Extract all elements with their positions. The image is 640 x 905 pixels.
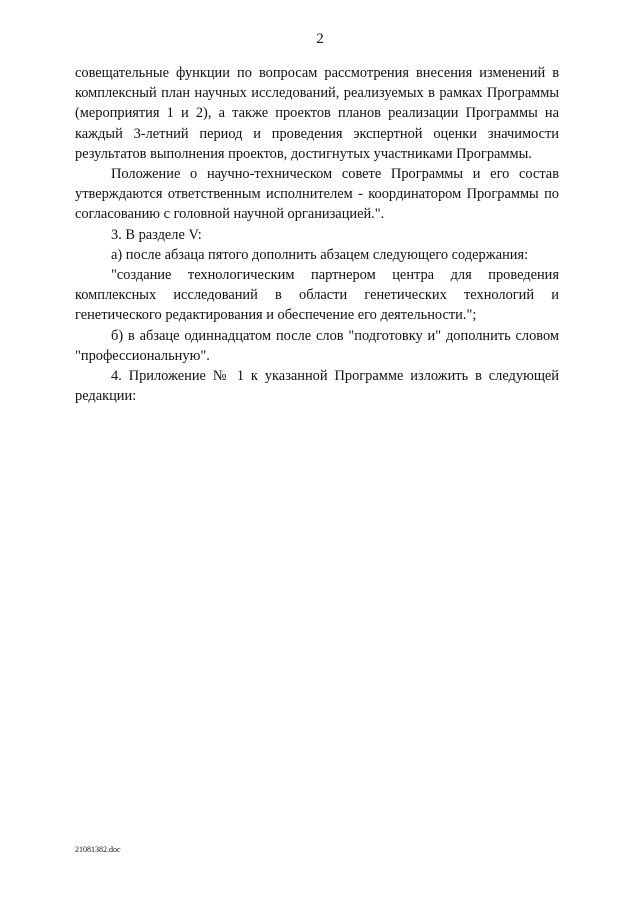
document-body bbox=[75, 63, 559, 406]
paragraph-item-b: б) в абзаце одиннадцатом после слов "подготовку и" дополнить словом "профессиональную". bbox=[75, 327, 559, 364]
paragraph-quoted-text: "создание технологическим партнером центра для проведения комплексных исследований в области генетических технологий и генетического редактирования и обеспечение его деятельности."; bbox=[75, 267, 559, 324]
paragraph-council-regulation: Положение о научно-техническом совете Программы и его состав утверждаются ответственным исполнителем - координатором Программы по согласованию с головной научной организацией.". bbox=[75, 166, 559, 223]
footer-file-name: 21081382.doc bbox=[75, 845, 121, 854]
paragraph-section-v-heading: 3. В разделе V: bbox=[111, 226, 202, 243]
paragraph-item-a: а) после абзаца пятого дополнить абзацем следующего содержания: bbox=[111, 246, 529, 263]
paragraph-continuation: совещательные функции по вопросам рассмотрения внесения изменений в комплексный план научных исследований, реализуемых в рамках Программы (мероприятия 1 и 2), а также проектов планов реализации Программы на каждый 3-летний период и проведения экспертной оценки значимости результатов выполнения проектов, достигнутых участниками Программы. bbox=[75, 65, 559, 162]
paragraph-appendix-1: 4. Приложение № 1 к указанной Программе изложить в следующей редакции: bbox=[75, 368, 559, 405]
page-number: 2 bbox=[316, 31, 324, 47]
